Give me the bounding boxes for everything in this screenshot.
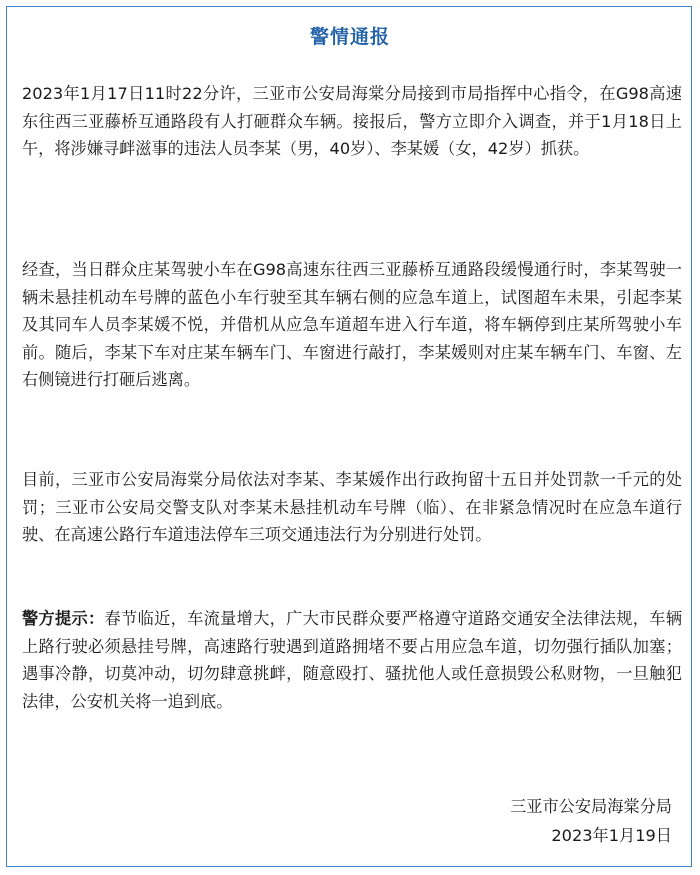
paragraph-investigation: 经查，当日群众庄某驾驶小车在G98高速东往西三亚藤桥互通路段缓慢通行时，李某驾驶一辆未悬挂机动车号牌的蓝色小车行驶至其车辆右侧的应急车道上，试图超车未果，引起李某及其同车人员李某媛不悦，并借机从应急车道超车进入行车道，将车辆停到庄某所驾驶小车前。随后，李某下车对庄某车辆车门、车窗进行敲打，李某媛则对庄某车辆车门、车窗、左右侧镜进行打砸后逃离。 — [22, 260, 682, 389]
signature-organization: 三亚市公安局海棠分局 — [510, 797, 672, 816]
police-tip-label: 警方提示： — [22, 609, 105, 628]
police-tip-text: 春节临近，车流量增大，广大市民群众要严格遵守道路交通安全法律法规，车辆上路行驶必须悬挂号牌，高速路行驶遇到道路拥堵不要占用应急车道，切勿强行插队加塞；遇事冷静，切莫冲动，切勿肆意挑衅，随意殴打、骚扰他人或任意损毁公私财物，一旦触犯法律，公安机关将一追到底。 — [22, 609, 683, 711]
paragraph-penalty: 目前，三亚市公安局海棠分局依法对李某、李某媛作出行政拘留十五日并处罚款一千元的处罚；三亚市公安局交警支队对李某未悬挂机动车号牌（临）、在非紧急情况时在应急车道行驶、在高速公路行车道违法停车三项交通违法行为分别进行处罚。 — [22, 470, 682, 544]
signature-date: 2023年1月19日 — [551, 826, 672, 845]
paragraph-police-tip — [22, 605, 682, 715]
paragraph-incident: 2023年1月17日11时22分许，三亚市公安局海棠分局接到市局指挥中心指令，在G98高速东往西三亚藤桥互通路段有人打砸群众车辆。接报后，警方立即介入调查，并于1月18日上午，将涉嫌寻衅滋事的违法人员李某（男，40岁）、李某媛（女，42岁）抓获。 — [22, 84, 682, 158]
notice-title: 警情通报 — [309, 26, 390, 48]
